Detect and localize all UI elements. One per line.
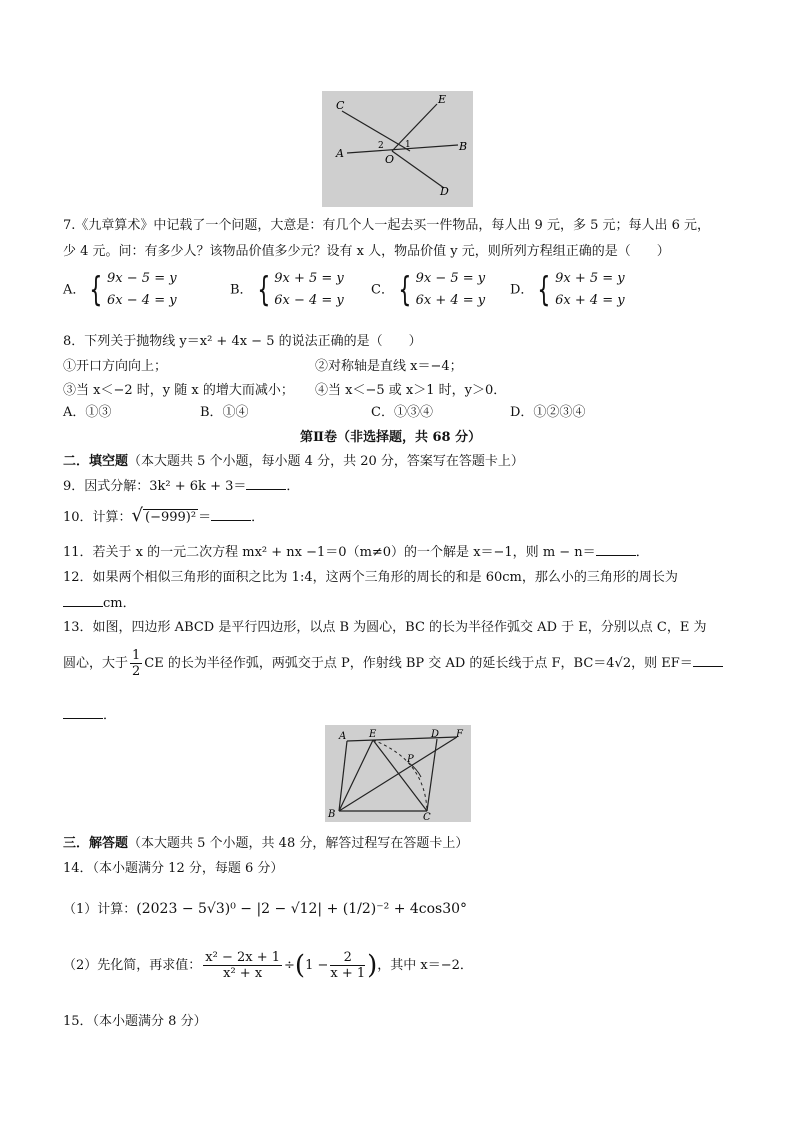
q7-d-eq1: 9x + 5 = y bbox=[555, 271, 625, 286]
q14-frac2 bbox=[330, 950, 365, 981]
section3-desc: （本大题共 5 个小题，共 48 分，解答过程写在答题卡上） bbox=[128, 836, 469, 851]
q7-line1: 7.《九章算术》中记载了一个问题，大意是：有几个人一起去买一件物品，每人出 9 元，多 5 元；每人出 6 元， bbox=[63, 218, 711, 233]
q14-frac1-den: x² + x bbox=[223, 966, 263, 981]
q12-line1: 12．如果两个相似三角形的面积之比为 1:4，这两个三角形的周长的和是 60cm，那么小的三角形的周长为 bbox=[63, 570, 678, 585]
q9 bbox=[63, 475, 299, 494]
section2-title: 二．填空题 bbox=[63, 454, 129, 469]
q11-end: ． bbox=[635, 545, 649, 560]
q10: 10．计算：√ (−999)² ＝ ． bbox=[63, 505, 265, 526]
q13-answer-blank-a[interactable] bbox=[693, 654, 723, 667]
q11 bbox=[63, 541, 649, 560]
q10-answer-blank[interactable] bbox=[211, 508, 251, 521]
q9-answer-blank[interactable] bbox=[246, 477, 286, 490]
label-B: B bbox=[459, 140, 468, 153]
q7-option-c-label: C． bbox=[371, 282, 394, 298]
q7-c-eq1: 9x − 5 = y bbox=[415, 271, 486, 286]
q7-d-eq2: 6x + 4 = y bbox=[555, 293, 625, 308]
q9-end: ． bbox=[286, 479, 300, 494]
figure-angles bbox=[322, 91, 473, 207]
parallelogram-diagram bbox=[325, 725, 471, 822]
label-D: D bbox=[440, 185, 449, 198]
q8-statement-2: ②对称轴是直线 x＝−4； bbox=[315, 359, 463, 374]
section2-desc: （本大题共 5 个小题，每小题 4 分，共 20 分，答案写在答题卡上） bbox=[128, 454, 524, 469]
label-C: C bbox=[423, 812, 431, 822]
q13-line1: 13．如图，四边形 ABCD 是平行四边形，以点 B 为圆心，BC 的长为半径作弧交 AD 于 E，分别以点 C，E 为 bbox=[63, 620, 707, 635]
q14-frac2-num: 2 bbox=[330, 950, 365, 966]
q8-option-c: C．①③④ bbox=[371, 405, 433, 420]
q10-end: ． bbox=[251, 510, 265, 525]
q9-text: 9．因式分解：3k² + 6k + 3＝ bbox=[63, 479, 247, 494]
q7-a-eq1: 9x − 5 = y bbox=[107, 271, 177, 286]
q7-option-b: B． { 9x + 5 = y 6x − 4 = y bbox=[230, 270, 344, 310]
q13-line2 bbox=[63, 648, 723, 679]
q14-one: 1 − bbox=[305, 958, 329, 973]
q14-head: 14．（本小题满分 12 分，每题 6 分） bbox=[63, 861, 284, 876]
q13-line3 bbox=[63, 704, 116, 723]
q14-part2: （2）先化简，再求值： $\frac{\text{x² − 2x + 1}}{\text{x² + x}}$ ÷(1 − $\frac{2}{x + 1}$ )，其中 x＝−2． bbox=[63, 950, 473, 981]
q10-expr: (−999)² bbox=[145, 510, 197, 525]
q8-option-a: A．①③ bbox=[63, 405, 112, 420]
section3-title: 三．解答题 bbox=[63, 836, 129, 851]
q7-option-d-label: D． bbox=[510, 282, 534, 298]
label-C: C bbox=[336, 99, 345, 112]
q11-text: 11．若关于 x 的一元二次方程 mx² + nx −1＝0（m≠0）的一个解是 x＝−1，则 m − n＝ bbox=[63, 545, 596, 560]
q7-option-a-label: A． bbox=[63, 282, 86, 298]
q7-b-eq2: 6x − 4 = y bbox=[274, 293, 344, 308]
q13-frac-num: 1 bbox=[132, 648, 141, 663]
q12-line2 bbox=[63, 592, 136, 611]
label-F: F bbox=[456, 729, 463, 740]
q7-c-eq2: 6x + 4 = y bbox=[415, 293, 486, 308]
section3-header bbox=[63, 832, 468, 851]
q14-end: ，其中 x＝−2． bbox=[377, 958, 473, 973]
figure-parallelogram bbox=[325, 725, 471, 822]
q8-stem: 8．下列关于抛物线 y＝x² + 4x − 5 的说法正确的是（ ） bbox=[63, 334, 422, 349]
q10-eq: ＝ bbox=[198, 510, 212, 525]
q7-option-b-label: B． bbox=[230, 282, 253, 298]
q13-line2b: CE 的长为半径作弧，两弧交于点 P，作射线 BP 交 AD 的延长线于点 F，BC＝4√2，则 EF＝ bbox=[144, 656, 693, 671]
q14-p1-pre: （1）计算： bbox=[63, 902, 137, 917]
q14-frac1 bbox=[203, 950, 282, 981]
label-D: D bbox=[431, 729, 440, 740]
label-A: A bbox=[339, 731, 347, 742]
section2-header bbox=[63, 450, 524, 469]
q8-statement-3: ③当 x＜−2 时，y 随 x 的增大而减小； bbox=[63, 383, 294, 398]
q10-pre: 10．计算： bbox=[63, 510, 132, 525]
q14-p2-pre: （2）先化简，再求值： bbox=[63, 958, 202, 973]
q8-option-d: D．①②③④ bbox=[510, 405, 586, 420]
angle-label-2: 2 bbox=[378, 141, 384, 151]
q8-option-b: B．①④ bbox=[200, 405, 249, 420]
label-E: E bbox=[438, 93, 447, 106]
angles-diagram bbox=[322, 91, 473, 207]
part2-title: 第Ⅱ卷（非选择题，共 68 分） bbox=[300, 430, 482, 445]
q7-a-eq2: 6x − 4 = y bbox=[107, 293, 177, 308]
angle-label-1: 1 bbox=[405, 140, 411, 150]
q14-div: ÷ bbox=[284, 958, 295, 973]
q14-frac2-den: x + 1 bbox=[330, 966, 366, 981]
q13-answer-blank[interactable] bbox=[63, 706, 103, 719]
q12-unit: cm． bbox=[103, 596, 136, 611]
q14-part1 bbox=[63, 898, 467, 917]
q7-line2: 少 4 元。问：有多少人？该物品价值多少元？设有 x 人，物品价值 y 元，则所列方程组正确的是（ ） bbox=[63, 244, 670, 259]
q7-b-eq1: 9x + 5 = y bbox=[274, 271, 344, 286]
q11-answer-blank[interactable] bbox=[596, 543, 636, 556]
q8-statement-1: ①开口方向向上； bbox=[63, 359, 168, 374]
label-E: E bbox=[369, 729, 377, 740]
label-P: P bbox=[407, 754, 414, 765]
q8-statement-4: ④当 x＜−5 或 x＞1 时，y＞0． bbox=[315, 383, 507, 398]
q12-answer-blank[interactable] bbox=[63, 594, 103, 607]
label-B: B bbox=[328, 809, 336, 820]
q14-frac1-num: x² − 2x + 1 bbox=[205, 950, 281, 965]
label-A: A bbox=[336, 147, 344, 160]
q7-option-c: C． { 9x − 5 = y 6x + 4 = y bbox=[371, 270, 486, 310]
q13-end: ． bbox=[103, 708, 117, 723]
q13-line2a: 圆心，大于 bbox=[63, 656, 129, 671]
q13-fraction bbox=[130, 648, 142, 679]
q14-p1-expr: (2023 − 5√3)⁰ − |2 − √12| + (1/2)⁻² + 4cos30° bbox=[136, 901, 468, 917]
label-O: O bbox=[385, 153, 395, 166]
q7-option-a: A． { 9x − 5 = y 6x − 4 = y bbox=[63, 270, 177, 310]
q7-option-d: D． { 9x + 5 = y 6x + 4 = y bbox=[510, 270, 625, 310]
q13-frac-den: 2 bbox=[132, 664, 141, 679]
q15-head: 15．（本小题满分 8 分） bbox=[63, 1014, 207, 1029]
